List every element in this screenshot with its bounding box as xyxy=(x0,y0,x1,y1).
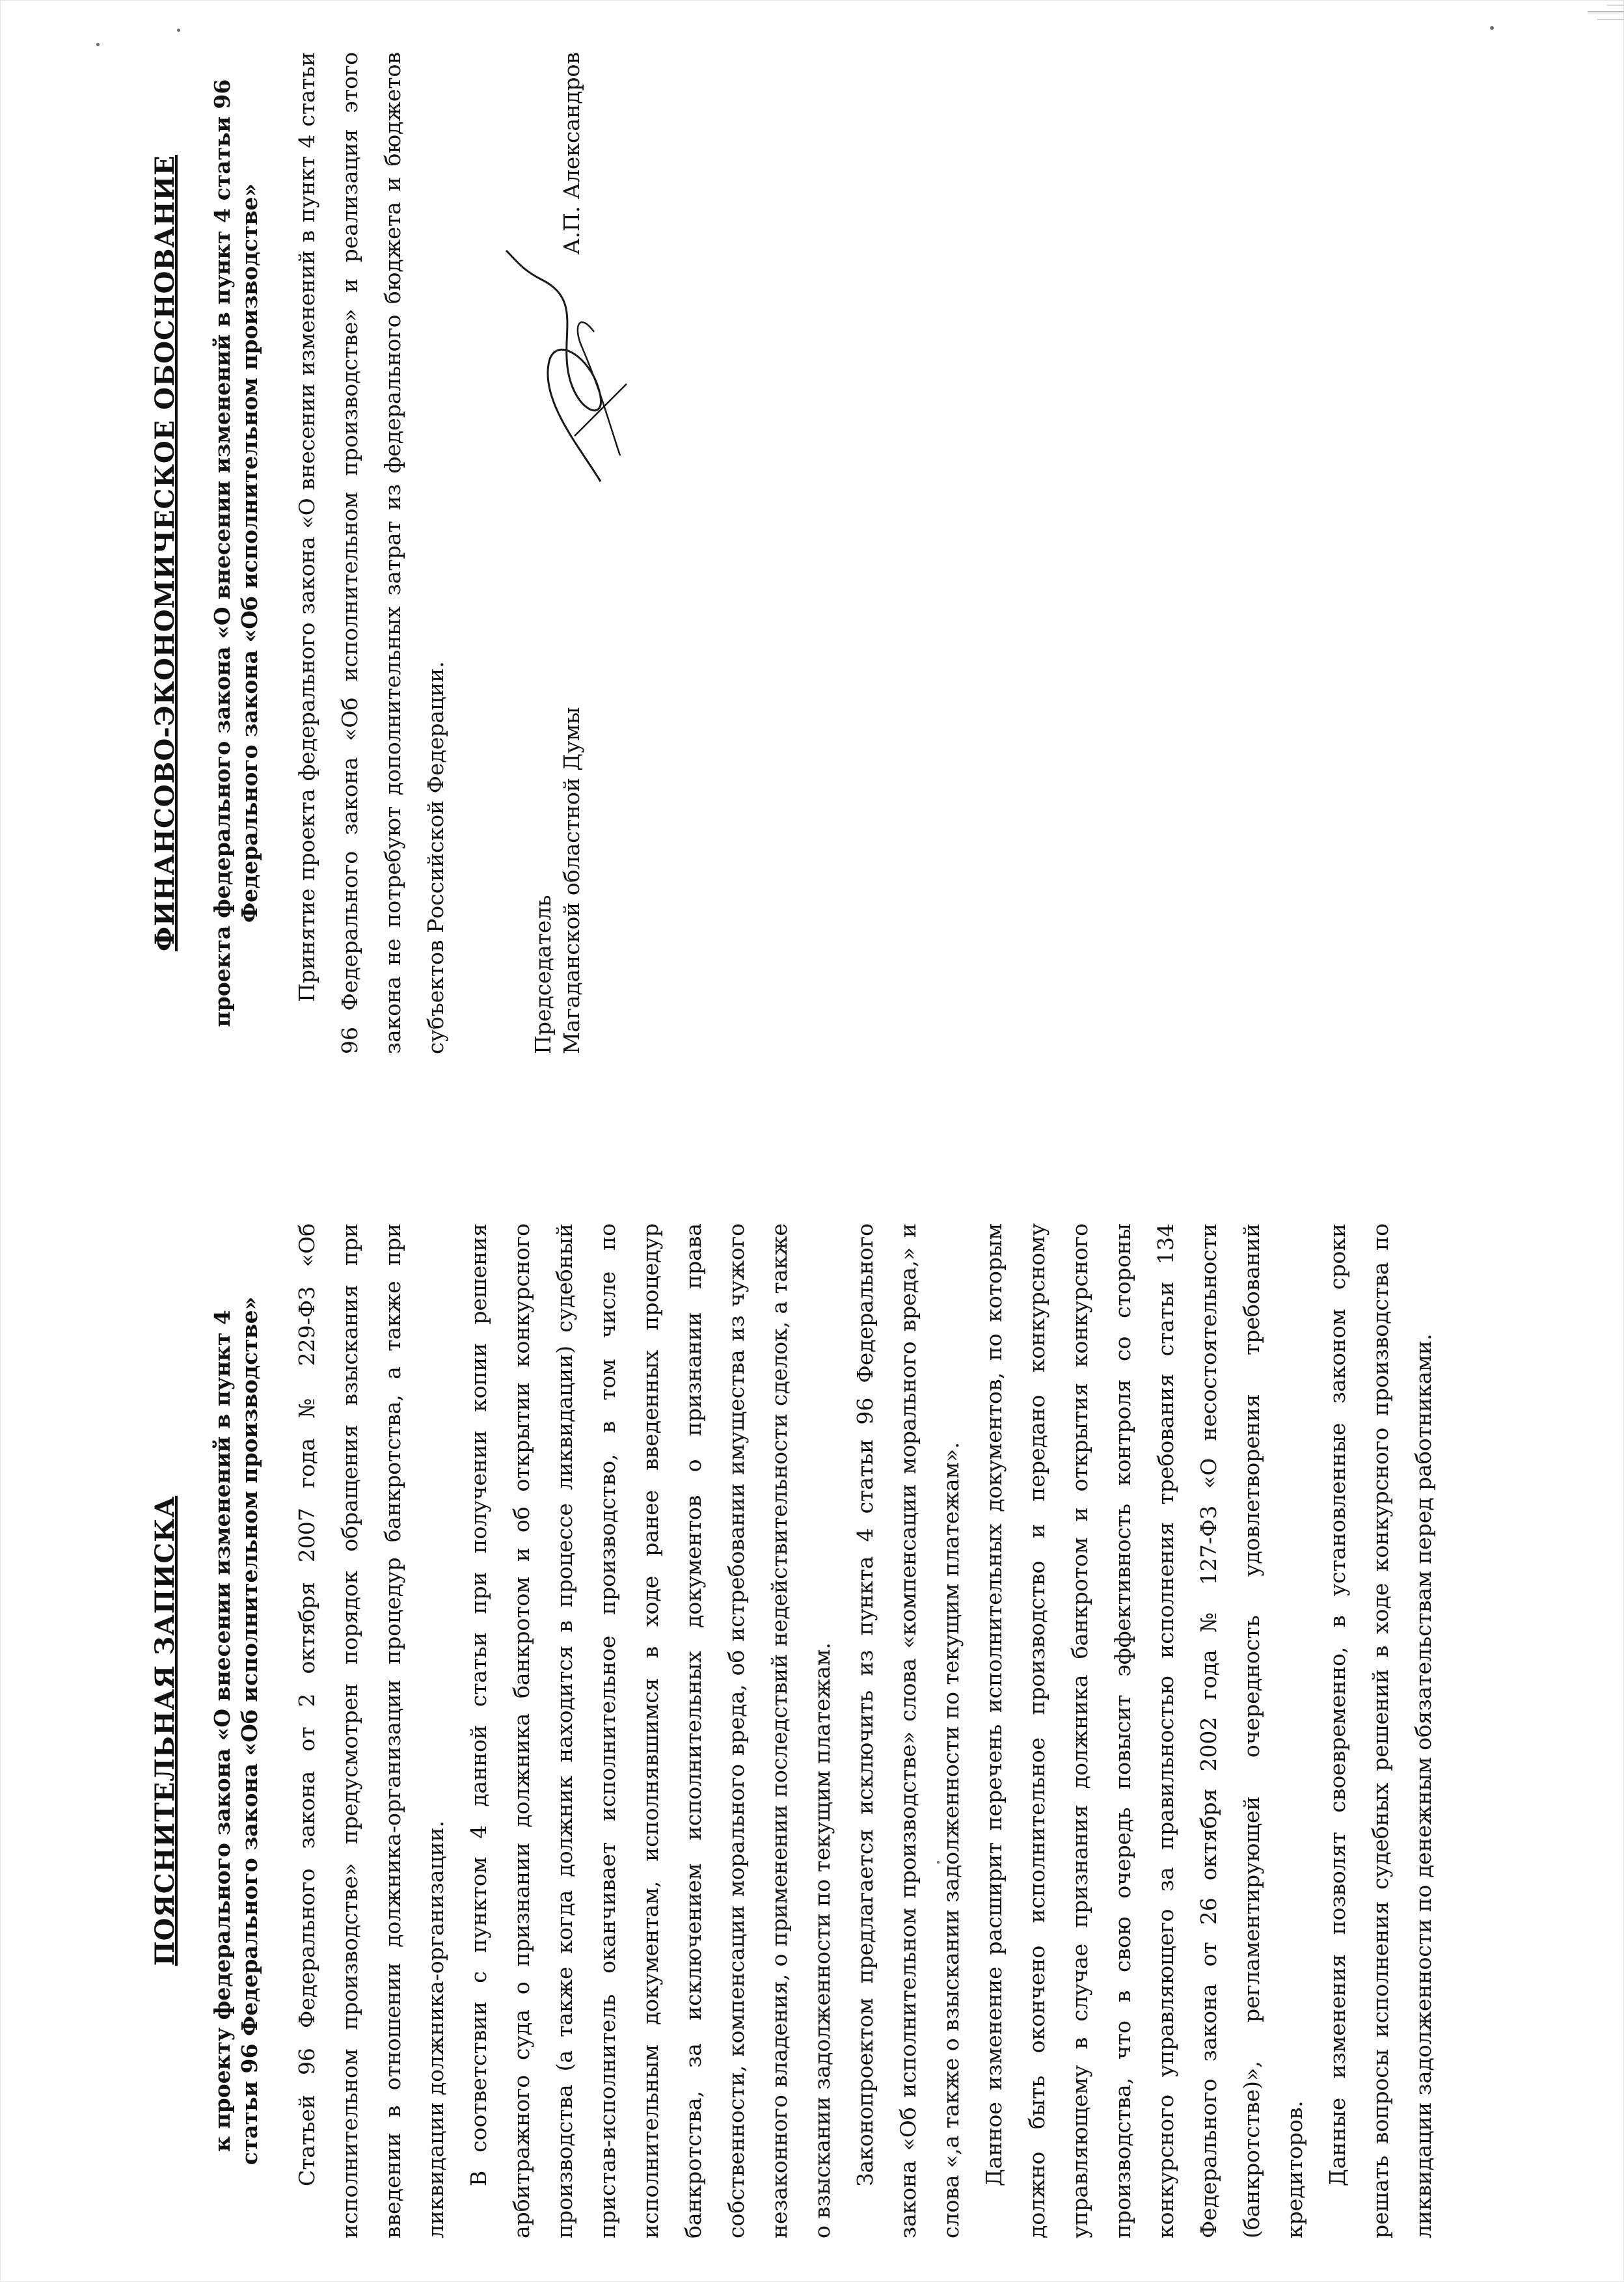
financial-justification xyxy=(150,52,813,1054)
body-paragraph: Данные изменения позволят своевременно, в установленные законом сроки решать вопросы исполнения судебных решений в ходе конкурсного производства по ликвидации задолженности по денежным обязательствам перед работниками. xyxy=(1325,1223,1436,2238)
body-paragraph: Законопроектом предлагается исключить из пункта 4 статьи 96 Федерального закона «Об исполнительном производстве» слова «компенсации морального вреда,» и слова «,а также о взыскании задолженности по текущим платежам». xyxy=(852,1223,964,2238)
signature-block xyxy=(529,52,659,1054)
body-paragraph: Принятие проекта федерального закона «О внесении изменений в пункт 4 статьи 96 Федерального закона «Об исполнительном производстве» и реализация этого закона не потребуют дополнительных затрат из федерального бюджета и бюджетов субъектов Российской Федерации. xyxy=(294,52,448,1054)
subtitle-line: Федерального закона «Об исполнительном производстве» xyxy=(237,183,262,923)
signatory-title-line: Председатель xyxy=(530,895,556,1054)
signatory-title xyxy=(529,707,586,1054)
scan-speck xyxy=(1490,26,1494,30)
body-paragraph: Статьей 96 Федерального закона от 2 октября 2007 года № 229-ФЗ «Об исполнительном производстве» предусмотрен порядок обращения взыскания при введении в отношении должника-организации процедур банкротства, а также при ликвидации должника-организации. xyxy=(294,1223,448,2238)
financial-justification-title: ФИНАНСОВО-ЭКОНОМИЧЕСКОЕ ОБОСНОВАНИЕ xyxy=(150,155,180,951)
financial-justification-subtitle xyxy=(209,52,264,1054)
scan-speck xyxy=(96,43,100,46)
body-paragraph: Данное изменение расширит перечень исполнительных документов, по которым должно быть окончено исполнительное производство и передано конкурсному управляющему в случае признания должника банкротом и открытия конкурсного производства, что в свою очередь повысит эффективность контроля со стороны конкурсного управляющего за правильностью исполнения требования статьи 134 Федерального закона от 26 октября 2002 года № 127-ФЗ «О несостоятельности (банкротстве)», регламентирующей очередность удовлетворения требований кредиторов. xyxy=(981,1223,1307,2238)
explanatory-note xyxy=(150,1223,1470,2238)
explanatory-note-title: ПОЯСНИТЕЛЬНАЯ ЗАПИСКА xyxy=(150,1495,180,1966)
explanatory-note-subtitle xyxy=(209,1223,264,2238)
signatory-title-line: Магаданской областной Думы xyxy=(559,707,584,1054)
signatory-name: А.П. Александров xyxy=(559,52,584,255)
subtitle-line: проекта федерального закона «О внесении изменений в пункт 4 статьи 96 xyxy=(210,79,235,1027)
subtitle-line: к проекту федерального закона «О внесении изменений в пункт 4 xyxy=(210,1310,235,2152)
subtitle-line: статьи 96 Федерального закона «Об исполнительном производстве» xyxy=(237,1296,262,2166)
scan-speck xyxy=(177,29,180,32)
handwritten-signature xyxy=(503,247,646,495)
body-paragraph: В соответствии с пунктом 4 данной статьи при получении копии решения арбитражного суда о признании должника банкротом и об открытии конкурсного производства (а также когда должник находится в процессе ликвидации) судебный пристав-исполнитель оканчивает исполнительное производство, в том числе по исполнительным документам, исполнявшимся в ходе ранее введенных процедур банкротства, за исключением исполнительных документов о признании права собственности, компенсации морального вреда, об истребовании имущества из чужого незаконного владения, о применении последствий недействительности сделок, а также о взыскании задолженности по текущим платежам. xyxy=(466,1223,835,2238)
